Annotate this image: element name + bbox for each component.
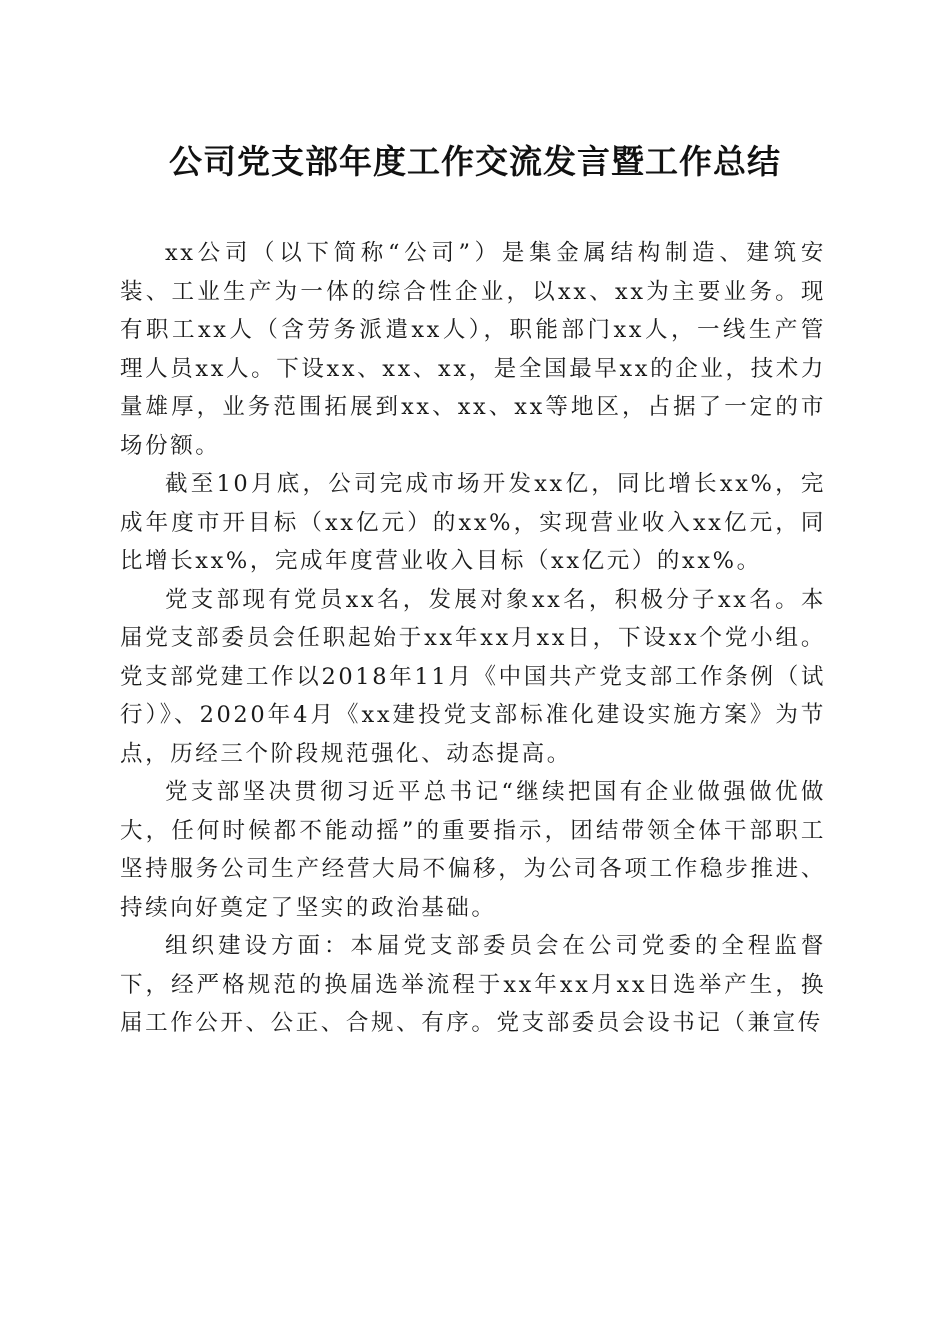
paragraph-business-results: 截至10月底，公司完成市场开发xx亿，同比增长xx%，完成年度市开目标（xx亿元）的xx%，实现营业收入xx亿元，同比增长xx%，完成年度营业收入目标（xx亿元）的xx%。	[120, 471, 826, 574]
paragraph-political-foundation: 党支部坚决贯彻习近平总书记“继续把国有企业做强做优做大，任何时候都不能动摇”的重要指示，团结带领全体干部职工坚持服务公司生产经营大局不偏移，为公司各项工作稳步推进、持续向好奠定了坚实的政治基础。	[120, 779, 826, 921]
paragraph-company-intro: xx公司（以下简称“公司”）是集金属结构制造、建筑安装、工业生产为一体的综合性企业，以xx、xx为主要业务。现有职工xx人（含劳务派遣xx人），职能部门xx人，一线生产管理人员xx人。下设xx、xx、xx，是全国最早xx的企业，技术力量雄厚，业务范围拓展到xx、xx、xx等地区，占据了一定的市场份额。	[120, 240, 826, 459]
document-title: 公司党支部年度工作交流发言暨工作总结	[169, 142, 781, 181]
paragraph-organization-building: 组织建设方面：本届党支部委员会在公司党委的全程监督下，经严格规范的换届选举流程于xx年xx月xx日选举产生，换届工作公开、公正、合规、有序。党支部委员会设书记（兼宣传	[120, 933, 826, 1036]
document-body	[120, 234, 826, 1043]
paragraph-party-branch-overview: 党支部现有党员xx名，发展对象xx名，积极分子xx名。本届党支部委员会任职起始于xx年xx月xx日，下设xx个党小组。党支部党建工作以2018年11月《中国共产党支部工作条例（试行）》、2020年4月《xx建投党支部标准化建设实施方案》为节点，历经三个阶段规范强化、动态提高。	[120, 586, 826, 767]
